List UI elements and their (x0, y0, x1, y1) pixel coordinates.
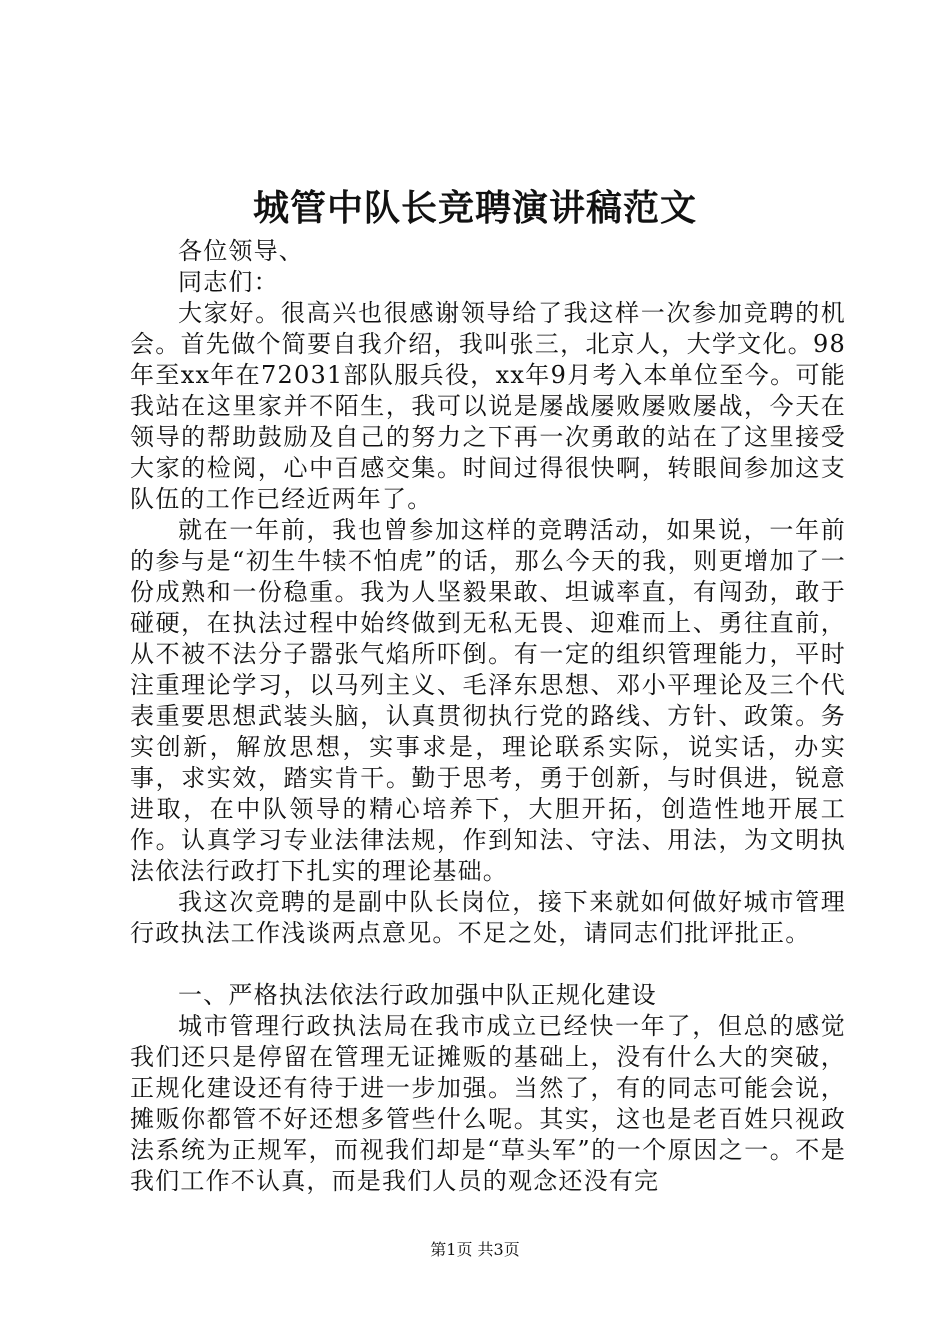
section-paragraph: 城市管理行政执法局在我市成立已经快一年了，但总的感觉我们还只是停留在管理无证摊贩的基础上，没有什么大的突破，正规化建设还有待于进一步加强。当然了，有的同志可能会说，摊贩你都管不好还想多管些什么呢。其实，这也是老百姓只视政法系统为正规军，而视我们却是“草头军”的一个原因之一。不是我们工作不认真，而是我们人员的观念还没有完 (130, 1012, 846, 1195)
paragraph-position: 我这次竞聘的是副中队长岗位，接下来就如何做好城市管理行政执法工作浅谈两点意见。不足之处，请同志们批评批正。 (130, 888, 846, 947)
section-heading: 一、严格执法依法行政加强中队正规化建设 (178, 981, 657, 1009)
page-number-footer: 第1页 共3页 (430, 1240, 520, 1259)
document-title: 城管中队长竞聘演讲稿范文 (252, 187, 697, 229)
paragraph-introduction: 大家好。很高兴也很感谢领导给了我这样一次参加竞聘的机会。首先做个简要自我介绍，我叫张三，北京人，大学文化。98年至xx年在72031部队服兵役，xx年9月考入本单位至今。可能我站在这里家并不陌生，我可以说是屡战屡败屡败屡战，今天在领导的帮助鼓励及自己的努力之下再一次勇敢的站在了这里接受大家的检阅，心中百感交集。时间过得很快啊，转眼间参加这支队伍的工作已经近两年了。 (130, 299, 846, 513)
salutation-leaders: 各位领导、 (178, 237, 304, 265)
paragraph-qualifications: 就在一年前，我也曾参加这样的竞聘活动，如果说，一年前的参与是“初生牛犊不怕虎”的话，那么今天的我，则更增加了一份成熟和一份稳重。我为人坚毅果敢、坦诚率直，有闯劲，敢于碰硬，在执法过程中始终做到无私无畏、迎难而上、勇往直前，从不被不法分子嚣张气焰所吓倒。有一定的组织管理能力，平时注重理论学习，以马列主义、毛泽东思想、邓小平理论及三个代表重要思想武装头脑，认真贯彻执行党的路线、方针、政策。务实创新，解放思想，实事求是，理论联系实际，说实话，办实事，求实效，踏实肯干。勤于思考，勇于创新，与时俱进，锐意进取，在中队领导的精心培养下，大胆开拓，创造性地开展工作。认真学习专业法律法规，作到知法、守法、用法，为文明执法依法行政打下扎实的理论基础。 (130, 516, 846, 885)
document-body (130, 236, 846, 1197)
paragraph-spacer (130, 949, 846, 980)
salutation-comrades: 同志们： (178, 268, 279, 296)
